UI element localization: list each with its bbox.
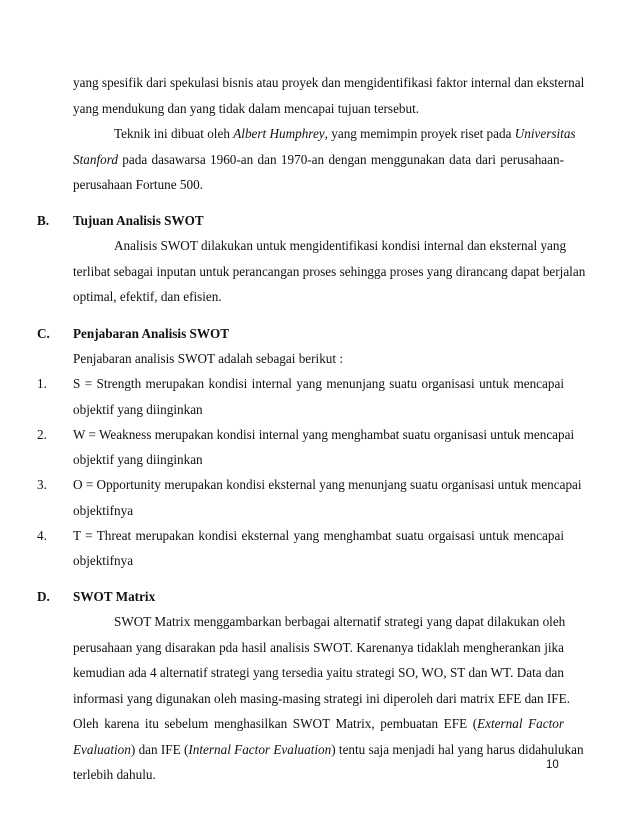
section-b-line-2: terlibat sebagai inputan untuk perancangan proses sehingga proses yang dirancang dapat berjalan [73, 264, 586, 279]
section-letter: C. [37, 326, 50, 341]
section-title: Tujuan Analisis SWOT [73, 213, 204, 228]
section-d-line-6 [73, 741, 584, 759]
list-item-1-line-2: objektif yang diinginkan [73, 402, 203, 417]
list-item-3-line-2: objektifnya [73, 503, 134, 518]
section-title: Penjabaran Analisis SWOT [73, 326, 230, 341]
intro-line-1: yang spesifik dari spekulasi bisnis atau proyek dan mengidentifikasi faktor internal dan eksternal [73, 75, 585, 90]
italic-term: External Factor [477, 716, 564, 731]
section-c-intro: Penjabaran analisis SWOT adalah sebagai berikut : [73, 351, 344, 366]
intro-line-2: yang mendukung dan yang tidak dalam mencapai tujuan tersebut. [73, 101, 420, 116]
section-d-line-2: perusahaan yang disarakan pda hasil analisis SWOT. Karenanya tidaklah mengherankan jika [73, 640, 564, 655]
section-d-line-3: kemudian ada 4 alternatif strategi yang tersedia yaitu strategi SO, WO, ST dan WT. Data dan [73, 665, 564, 680]
intro-line-5: perusahaan Fortune 500. [73, 177, 204, 192]
list-marker-4: 4. [37, 528, 47, 543]
list-item-4-line-2: objektifnya [73, 553, 134, 568]
italic-term: Evaluation [73, 742, 131, 757]
section-b-line-1: Analisis SWOT dilakukan untuk mengidentifikasi kondisi internal dan eksternal yang [114, 238, 567, 253]
text-span: , yang memimpin proyek riset pada [324, 126, 515, 141]
text-span: Oleh karena itu sebelum menghasilkan SWOT Matrix, pembuatan EFE ( [73, 716, 478, 731]
list-marker-3: 3. [37, 477, 47, 492]
page-number: 10 [546, 759, 559, 771]
section-d-line-1: SWOT Matrix menggambarkan berbagai alternatif strategi yang dapat dilakukan oleh [114, 614, 566, 629]
list-item-4-line-1: T = Threat merupakan kondisi eksternal yang menghambat suatu orgaisasi untuk mencapai [73, 528, 564, 543]
intro-line-4 [73, 151, 564, 169]
text-span: Teknik ini dibuat oleh [114, 126, 234, 141]
university-name: Universitas [514, 126, 576, 141]
list-item-2-line-1: W = Weakness merupakan kondisi internal yang menghambat suatu organisasi untuk mencapai [73, 427, 575, 442]
section-b-line-3: optimal, efektif, dan efisien. [73, 289, 222, 304]
text-span: pada dasawarsa 1960-an dan 1970-an dengan menggunakan data dari perusahaan- [117, 152, 564, 167]
list-marker-1: 1. [37, 376, 47, 391]
section-b-heading [37, 212, 204, 230]
section-d-line-4: informasi yang digunakan oleh masing-masing strategi ini diperoleh dari matrix EFE dan IFE. [73, 691, 570, 706]
section-d-heading [37, 588, 155, 606]
list-item-3-line-1: O = Opportunity merupakan kondisi eksternal yang menunjang suatu organisasi untuk mencapai [73, 477, 582, 492]
italic-term: Internal Factor Evaluation [188, 742, 332, 757]
section-d-line-5 [73, 715, 564, 733]
text-span: ) tentu saja menjadi hal yang harus didahulukan [331, 742, 584, 757]
section-letter: B. [37, 213, 50, 228]
section-letter: D. [37, 589, 50, 604]
author-name: Albert Humphrey [233, 126, 325, 141]
university-name-cont: Stanford [73, 152, 118, 167]
intro-line-3 [114, 125, 576, 143]
list-item-1-line-1: S = Strength merupakan kondisi internal yang menunjang suatu organisasi untuk mencapai [73, 376, 564, 391]
section-d-line-7: terlebih dahulu. [73, 767, 156, 782]
list-item-2-line-2: objektif yang diinginkan [73, 452, 203, 467]
section-title: SWOT Matrix [73, 589, 156, 604]
list-marker-2: 2. [37, 427, 47, 442]
section-c-heading [37, 325, 229, 343]
text-span: ) dan IFE ( [130, 742, 189, 757]
